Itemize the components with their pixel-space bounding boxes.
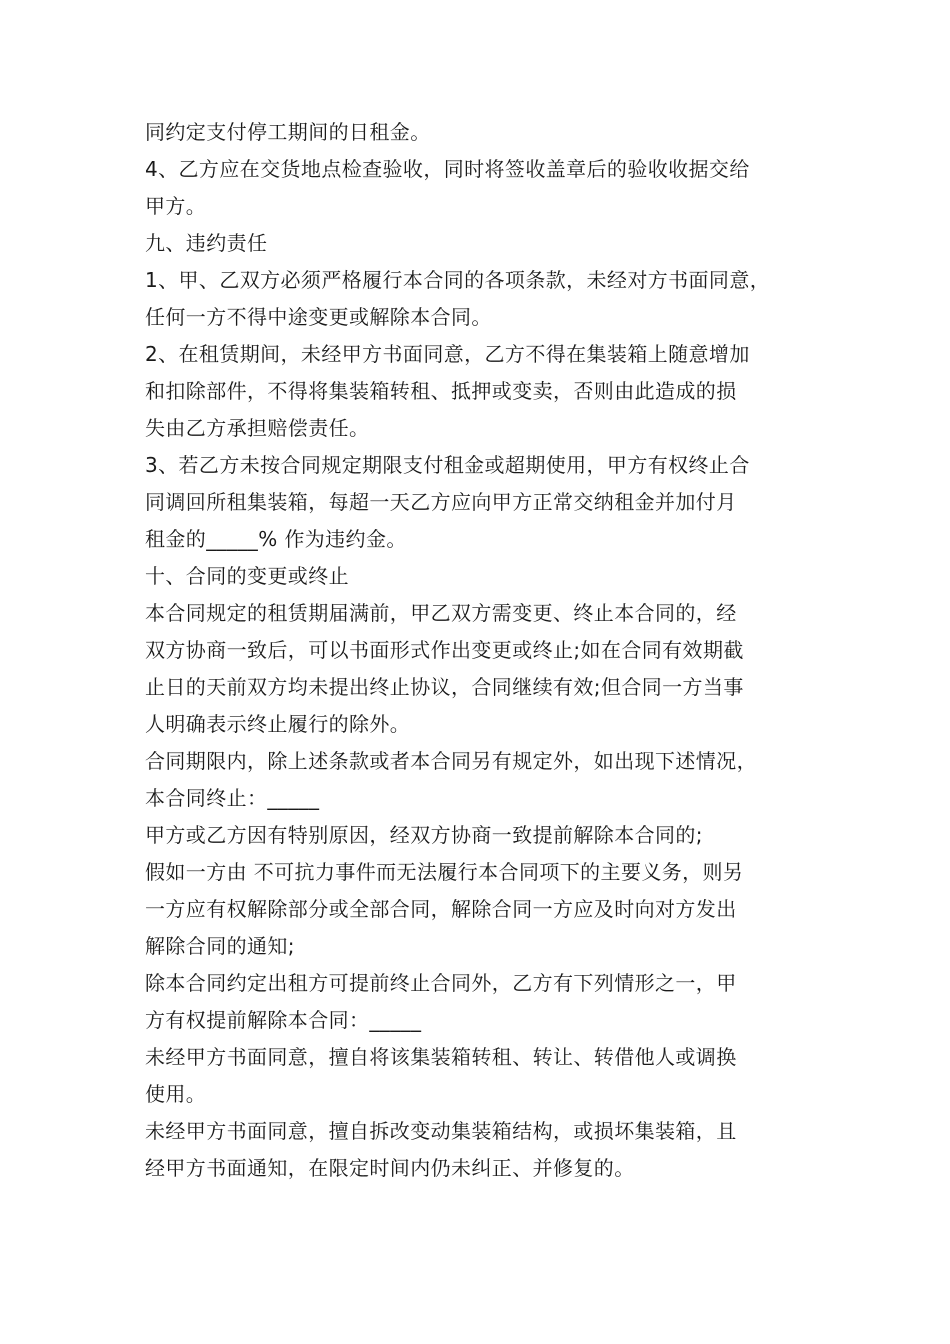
text-line: 止日的天前双方均未提出终止协议，合同继续有效;但合同一方当事 [145,675,744,699]
text-line: 任何一方不得中途变更或解除本合同。 [145,305,492,329]
paragraph-9 [145,743,815,817]
paragraph-10 [145,817,815,854]
text-line: 假如一方由 不可抗力事件而无法履行本合同项下的主要义务，则另 [145,860,744,884]
paragraph-14 [145,1113,815,1187]
paragraph-6 [145,447,815,558]
text-line: 十、合同的变更或终止 [145,564,349,588]
text-line: 2、在租赁期间，未经甲方书面同意，乙方不得在集装箱上随意增加 [145,342,750,366]
text-line: 合同期限内，除上述条款或者本合同另有规定外，如出现下述情况， [145,749,757,773]
document-page [145,114,815,1187]
text-line: 甲方。 [145,194,207,218]
text-line: 甲方或乙方因有特别原因，经双方协商一致提前解除本合同的; [145,823,703,847]
text-line: 方有权提前解除本合同：_____ [145,1008,422,1032]
text-line: 本合同规定的租赁期届满前，甲乙双方需变更、终止本合同的，经 [145,601,737,625]
text-line: 3、若乙方未按合同规定期限支付租金或超期使用，甲方有权终止合 [145,453,750,477]
section-heading-9 [145,225,815,262]
text-line: 同调回所租集装箱，每超一天乙方应向甲方正常交纳租金并加付月 [145,490,737,514]
text-line: 除本合同约定出租方可提前终止合同外，乙方有下列情形之一，甲 [145,971,737,995]
text-line: 双方协商一致后，可以书面形式作出变更或终止;如在合同有效期截 [145,638,744,662]
text-line: 1、甲、乙双方必须严格履行本合同的各项条款，未经对方书面同意， [145,268,771,292]
text-line: 未经甲方书面同意，擅自拆改变动集装箱结构，或损坏集装箱，且 [145,1119,737,1143]
paragraph-11 [145,854,815,965]
paragraph-5 [145,336,815,447]
section-heading-10 [145,558,815,595]
paragraph-2 [145,151,815,225]
text-line: 租金的_____% 作为违约金。 [145,527,407,551]
paragraph-8 [145,595,815,743]
paragraph-12 [145,965,815,1039]
text-line: 本合同终止：_____ [145,786,320,810]
text-line: 九、违约责任 [145,231,268,255]
text-line: 经甲方书面通知，在限定时间内仍未纠正、并修复的。 [145,1156,635,1180]
text-line: 解除合同的通知; [145,934,295,958]
text-line: 和扣除部件，不得将集装箱转租、抵押或变卖，否则由此造成的损 [145,379,737,403]
text-line: 同约定支付停工期间的日租金。 [145,120,431,144]
text-line: 使用。 [145,1082,207,1106]
text-line: 一方应有权解除部分或全部合同，解除合同一方应及时向对方发出 [145,897,737,921]
paragraph-13 [145,1039,815,1113]
text-line: 人明确表示终止履行的除外。 [145,712,411,736]
text-line: 未经甲方书面同意，擅自将该集装箱转租、转让、转借他人或调换 [145,1045,737,1069]
text-line: 失由乙方承担赔偿责任。 [145,416,370,440]
paragraph-4 [145,262,815,336]
paragraph-1 [145,114,815,151]
text-line: 4、乙方应在交货地点检查验收，同时将签收盖章后的验收收据交给 [145,157,750,181]
